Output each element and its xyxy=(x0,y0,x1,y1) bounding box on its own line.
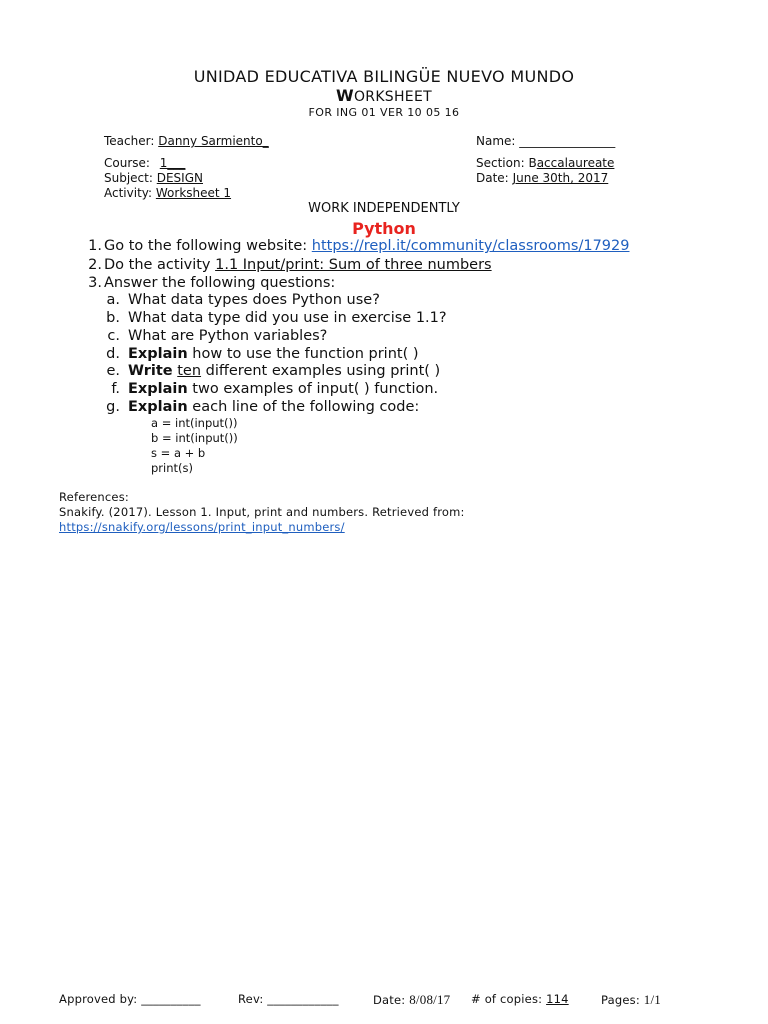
question-letter: g. xyxy=(106,399,120,415)
approved-label: Approved by: xyxy=(59,992,138,1006)
name-row xyxy=(476,134,615,148)
name-label: Name: xyxy=(476,134,516,148)
course-value: 1___ xyxy=(159,156,186,170)
item-number: 1. xyxy=(88,238,102,254)
item-number: 3. xyxy=(88,275,102,291)
question-text: two examples of input( ) function. xyxy=(192,381,439,397)
section-label: Section: xyxy=(476,156,525,170)
question-text: What data type did you use in exercise 1.1? xyxy=(128,310,447,326)
footer-date xyxy=(373,992,450,1008)
reference-link[interactable]: https://snakify.org/lessons/print_input_numbers/ xyxy=(59,520,345,534)
question-text: different examples using print( ) xyxy=(205,363,441,379)
document-type xyxy=(0,86,768,105)
approved-value: __________ xyxy=(141,992,201,1006)
subject-label: Subject: xyxy=(104,171,153,185)
pages-label: Pages: xyxy=(601,993,640,1007)
references-label: References: xyxy=(59,490,129,504)
course-row xyxy=(104,156,185,170)
question-letter: b. xyxy=(106,310,120,326)
item-text: Go to the following website: xyxy=(104,238,308,254)
teacher-row xyxy=(104,134,269,148)
question-verb: Explain xyxy=(128,381,188,397)
school-name: UNIDAD EDUCATIVA BILINGÜE NUEVO MUNDO xyxy=(193,67,575,86)
footer-rev xyxy=(238,992,339,1006)
code-line-1: a = int(input()) xyxy=(151,416,238,430)
question-letter: a. xyxy=(106,292,120,308)
question-emphasis: ten xyxy=(177,363,202,379)
question-verb: Explain xyxy=(128,399,188,415)
subject-row xyxy=(104,171,203,185)
question-letter: f. xyxy=(111,381,120,397)
form-code: FOR ING 01 VER 10 05 16 xyxy=(308,106,460,119)
code-line-3: s = a + b xyxy=(151,446,206,460)
teacher-value: Danny Sarmiento_ xyxy=(158,134,269,148)
code-line-4: print(s) xyxy=(151,461,193,475)
item-text: Answer the following questions: xyxy=(104,275,336,291)
question-verb: Explain xyxy=(128,346,188,362)
rev-label: Rev: xyxy=(238,992,264,1006)
worksheet-initial: W xyxy=(336,86,354,105)
footer-date-label: Date: xyxy=(373,993,406,1007)
python-title: Python xyxy=(352,219,416,238)
section-value: accalaureate xyxy=(536,156,615,170)
pages-value: 1/1 xyxy=(643,992,661,1007)
activity-value: Worksheet 1 xyxy=(155,186,232,200)
question-verb: Write xyxy=(128,363,173,379)
item-text: Do the activity xyxy=(104,257,211,273)
repl-classroom-link[interactable]: https://repl.it/community/classrooms/17929 xyxy=(311,238,630,254)
subject-value: DESIGN xyxy=(156,171,203,185)
question-letter: c. xyxy=(107,328,120,344)
question-text: how to use the function print( ) xyxy=(192,346,419,362)
rev-value: ____________ xyxy=(267,992,339,1006)
footer-date-value: 8/08/17 xyxy=(409,992,451,1007)
copies-label: # of copies: xyxy=(471,992,543,1006)
date-label: Date: xyxy=(476,171,509,185)
question-text: each line of the following code: xyxy=(192,399,420,415)
date-row xyxy=(476,171,608,185)
name-value: ________________ xyxy=(519,134,616,148)
question-letter: e. xyxy=(106,363,120,379)
worksheet-rest: ORKSHEET xyxy=(353,89,432,105)
activity-row xyxy=(104,186,231,200)
section-initial: B xyxy=(528,156,537,170)
footer-copies xyxy=(471,992,569,1006)
footer-approved xyxy=(59,992,201,1006)
question-text: What data types does Python use? xyxy=(128,292,380,308)
course-label: Course: xyxy=(104,156,150,170)
work-independently-heading: WORK INDEPENDENTLY xyxy=(308,201,460,216)
activity-label: Activity: xyxy=(104,186,153,200)
question-letter: d. xyxy=(106,346,120,362)
activity-link[interactable]: 1.1 Input/print: Sum of three numbers xyxy=(215,257,492,273)
section-row xyxy=(476,156,614,170)
question-text: What are Python variables? xyxy=(128,328,328,344)
teacher-label: Teacher: xyxy=(104,134,155,148)
copies-value: 114 xyxy=(546,992,569,1006)
code-line-2: b = int(input()) xyxy=(151,431,238,445)
footer-pages xyxy=(601,992,661,1008)
date-value: June 30th, 2017 xyxy=(512,171,609,185)
reference-citation: Snakify. (2017). Lesson 1. Input, print and numbers. Retrieved from: xyxy=(59,505,465,519)
item-number: 2. xyxy=(88,257,102,273)
